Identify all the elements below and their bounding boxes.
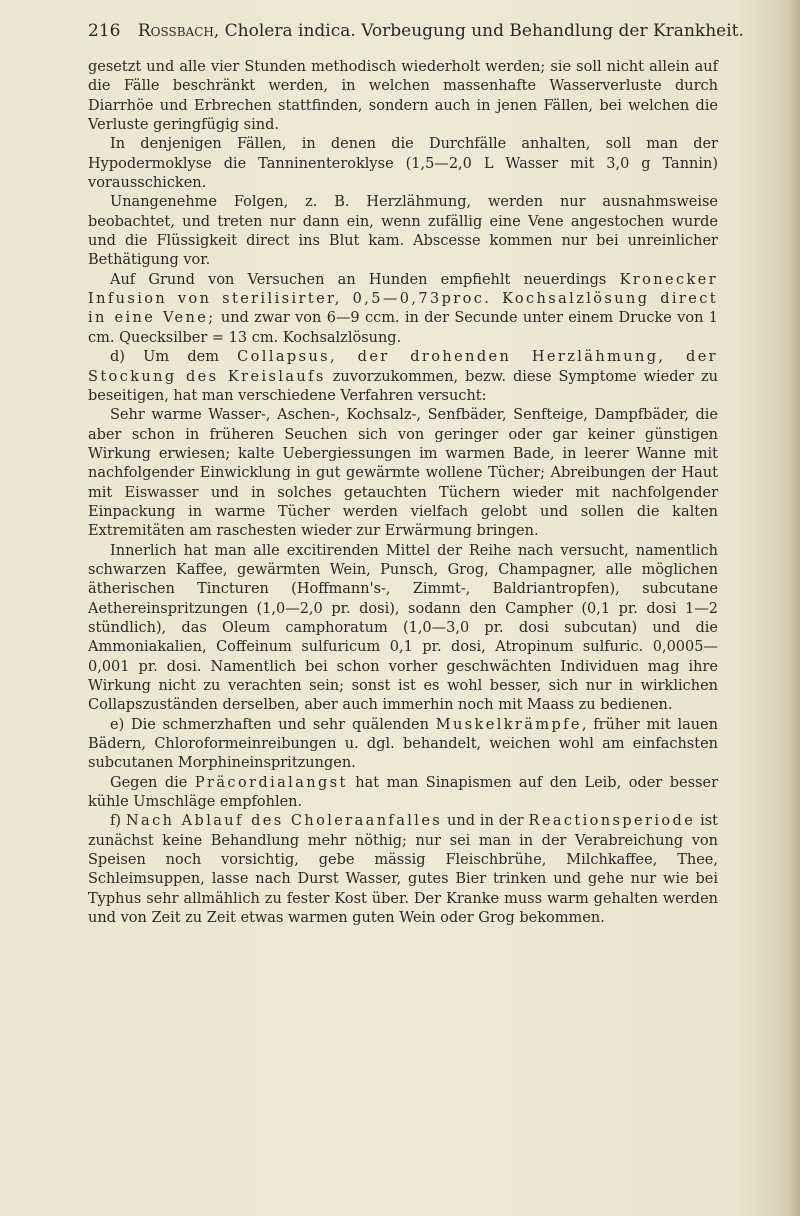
text-run: f) (110, 813, 126, 830)
body-text (88, 58, 718, 928)
paragraph (88, 774, 718, 813)
text-run: Gegen die (110, 774, 195, 791)
paragraph (88, 542, 718, 716)
text-run: Innerlich hat man alle excitirenden Mittel der Reihe nach versucht, namentlich schwarzen Kaffee, gewärmten Wein, Punsch, Grog, Champagner, alle möglichen ätherischen Tincturen (Hoffmann's-, Zimmt-, Baldriantropfen), subcutane Aethereinspritzungen (1,0—2,0 pr. dosi), sodann den Campher (0,1 pr. dosi 1—2 stündlich), das Oleum camphoratum (1,0—3,0 pr. dosi subcutan) und die Ammoniakalien, Coffeinum sulfuricum 0,1 pr. dosi, Atropinum sulfuric. 0,0005—0,001 pr. dosi. Namentlich bei schon vorher geschwächten Individuen mag ihre Wirkung nicht zu verachten sein; sonst ist es wohl besser, sich nur in wirklichen Collapszuständen derselben, aber auch immerhin noch mit Maass zu bedienen. (88, 542, 718, 714)
spaced-emphasis: Nach Ablauf des Choleraanfalles (125, 813, 443, 830)
paragraph (88, 271, 718, 348)
paragraph (88, 812, 718, 928)
text-run: , früher mit lauen Bädern, Chloroformeinreibungen u. dgl. behandelt, weichen wohl am einfachsten subcutanen Morphineinspritzungen. (88, 716, 718, 772)
page-edge (786, 0, 800, 1216)
text-run: e) Die schmerzhaften und sehr quälenden (110, 716, 436, 733)
text-run: und in der (442, 813, 529, 830)
text-run: gesetzt und alle vier Stunden methodisch wiederholt werden; sie soll nicht allein auf die Fälle beschränkt werden, in welchen massenhafte Wasserverluste durch Diarrhöe und Erbrechen stattfinden, sondern auch in jenen Fällen, bei welchen die Verluste geringfügig sind. (88, 59, 718, 134)
text-run: Auf Grund von Versuchen an Hunden empfiehlt neuerdings (110, 271, 620, 288)
text-run: ist zunächst keine Behandlung mehr nöthig; nur sei man in der Verabreichung von Speisen noch vorsichtig, gebe mässig Fleischbrühe, Milchkaffee, Thee, Schleimsuppen, lasse nach Durst Wasser, gutes Bier trinken und gehe nur wie bei Typhus sehr allmählich zu fester Kost über. Der Kranke muss warm gehalten werden und von Zeit zu Zeit etwas warmen guten Wein oder Grog bekommen. (88, 813, 718, 927)
text-run: In denjenigen Fällen, in denen die Durchfälle anhalten, soll man der Hypodermoklyse die Tanninenteroklyse (1,5—2,0 L Wasser mit 3,0 g Tannin) vorausschicken. (88, 136, 718, 192)
paragraph (88, 406, 718, 541)
text-run: Unangenehme Folgen, z. B. Herzlähmung, werden nur ausnahmsweise beobachtet, und treten nur dann ein, wenn zufällig eine Vene angestochen wurde und die Flüssigkeit direct ins Blut kam. Abscesse kommen nur bei unreinlicher Bethätigung vor. (88, 194, 718, 269)
text-run: hat man Sinapismen auf den Leib, oder besser kühle Umschläge empfohlen. (88, 774, 718, 811)
text-run: d) Um dem (110, 349, 238, 366)
text-run: zuvorzukommen, bezw. diese Symptome wieder zu beseitigen, hat man verschiedene Verfahren versucht: (88, 368, 719, 404)
spaced-emphasis: Reactionsperiode (528, 813, 696, 830)
paragraph (88, 348, 718, 406)
spaced-emphasis: Muskelkrämpfe (435, 716, 582, 733)
running-head-title: Cholera indica. Vorbeugung und Behandlung der Krankheit. (224, 21, 744, 41)
spaced-emphasis: Kronecker Infusion von sterilisirter, 0,5—0,73proc. Kochsalzlösung direct in eine Vene; (88, 271, 718, 327)
page-number: 216 (88, 21, 121, 41)
paragraph (88, 58, 718, 135)
text-run: und zwar von 6—9 ccm. in der Secunde unter einem Drucke von 1 cm. Quecksilber = 13 cm. Kochsalzlösung. (88, 310, 718, 346)
running-head-author: Rossbach, (137, 21, 220, 41)
paragraph (88, 135, 718, 193)
text-run: Sehr warme Wasser-, Aschen-, Kochsalz-, Senfbäder, Senfteige, Dampfbäder, die aber schon in früheren Seuchen sich von geringer oder gar keiner günstigen Wirkung erwiesen; kalte Uebergiessungen im warmen Bade, in leerer Wanne mit nachfolgender Einwicklung in gut gewärmte wollene Tücher; Abreibungen der Haut mit Eiswasser und in solches getauchten Tüchern wieder mit nachfolgender Einpackung in warme Tücher werden vielfach gelobt und sollen die kalten Extremitäten am raschesten wieder zur Erwärmung bringen. (88, 407, 718, 540)
spaced-emphasis: Präcordialangst (194, 774, 348, 791)
paragraph (88, 716, 718, 774)
paragraph (88, 193, 718, 270)
running-head (88, 20, 744, 42)
spaced-emphasis: Collapsus, der drohenden Herzlähmung, der Stockung des Kreislaufs (88, 349, 719, 385)
